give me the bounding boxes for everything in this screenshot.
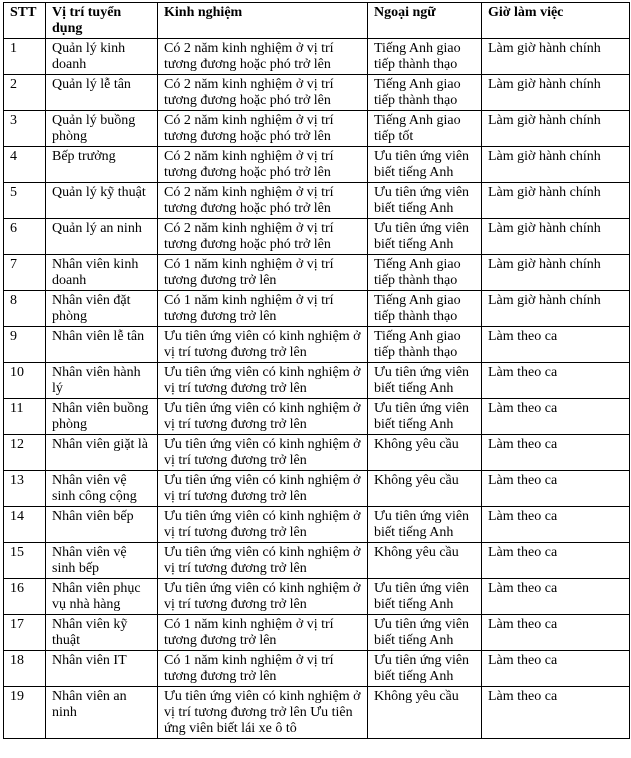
table-row bbox=[4, 579, 630, 615]
header-position: Vị trí tuyển dụng bbox=[46, 3, 158, 39]
cell-language: Ưu tiên ứng viên biết tiếng Anh bbox=[368, 507, 482, 543]
cell-hours: Làm theo ca bbox=[482, 507, 630, 543]
cell-experience: Có 1 năm kinh nghiệm ở vị trí tương đương trở lên bbox=[158, 291, 368, 327]
cell-position: Nhân viên an ninh bbox=[46, 687, 158, 739]
cell-position: Quản lý kinh doanh bbox=[46, 39, 158, 75]
cell-stt: 7 bbox=[4, 255, 46, 291]
cell-language: Ưu tiên ứng viên biết tiếng Anh bbox=[368, 183, 482, 219]
cell-hours: Làm theo ca bbox=[482, 543, 630, 579]
cell-language: Ưu tiên ứng viên biết tiếng Anh bbox=[368, 147, 482, 183]
recruitment-table bbox=[3, 2, 630, 739]
cell-hours: Làm giờ hành chính bbox=[482, 183, 630, 219]
cell-experience: Ưu tiên ứng viên có kinh nghiệm ở vị trí tương đương trở lên Ưu tiên ứng viên biết lái xe ô tô bbox=[158, 687, 368, 739]
cell-position: Nhân viên giặt là bbox=[46, 435, 158, 471]
cell-hours: Làm giờ hành chính bbox=[482, 111, 630, 147]
cell-hours: Làm giờ hành chính bbox=[482, 219, 630, 255]
cell-position: Quản lý kỹ thuật bbox=[46, 183, 158, 219]
cell-experience: Có 1 năm kinh nghiệm ở vị trí tương đương trở lên bbox=[158, 255, 368, 291]
table-row bbox=[4, 327, 630, 363]
cell-experience: Ưu tiên ứng viên có kinh nghiệm ở vị trí tương đương trở lên bbox=[158, 543, 368, 579]
cell-stt: 6 bbox=[4, 219, 46, 255]
table-row bbox=[4, 543, 630, 579]
table-row bbox=[4, 363, 630, 399]
cell-stt: 2 bbox=[4, 75, 46, 111]
cell-position: Nhân viên phục vụ nhà hàng bbox=[46, 579, 158, 615]
cell-language: Ưu tiên ứng viên biết tiếng Anh bbox=[368, 651, 482, 687]
cell-hours: Làm giờ hành chính bbox=[482, 291, 630, 327]
cell-position: Nhân viên lễ tân bbox=[46, 327, 158, 363]
cell-experience: Ưu tiên ứng viên có kinh nghiệm ở vị trí tương đương trở lên bbox=[158, 471, 368, 507]
cell-hours: Làm giờ hành chính bbox=[482, 39, 630, 75]
cell-hours: Làm giờ hành chính bbox=[482, 255, 630, 291]
cell-language: Ưu tiên ứng viên biết tiếng Anh bbox=[368, 399, 482, 435]
cell-stt: 9 bbox=[4, 327, 46, 363]
table-row bbox=[4, 111, 630, 147]
table-row bbox=[4, 291, 630, 327]
cell-position: Nhân viên hành lý bbox=[46, 363, 158, 399]
cell-position: Quản lý buồng phòng bbox=[46, 111, 158, 147]
table-row bbox=[4, 219, 630, 255]
table-row bbox=[4, 615, 630, 651]
cell-language: Không yêu cầu bbox=[368, 435, 482, 471]
cell-language: Tiếng Anh giao tiếp thành thạo bbox=[368, 255, 482, 291]
table-row bbox=[4, 687, 630, 739]
cell-experience: Ưu tiên ứng viên có kinh nghiệm ở vị trí tương đương trở lên bbox=[158, 363, 368, 399]
cell-stt: 8 bbox=[4, 291, 46, 327]
cell-language: Tiếng Anh giao tiếp thành thạo bbox=[368, 39, 482, 75]
cell-experience: Ưu tiên ứng viên có kinh nghiệm ở vị trí tương đương trở lên bbox=[158, 579, 368, 615]
table-row bbox=[4, 399, 630, 435]
cell-hours: Làm theo ca bbox=[482, 363, 630, 399]
cell-language: Không yêu cầu bbox=[368, 543, 482, 579]
cell-experience: Có 2 năm kinh nghiệm ở vị trí tương đương hoặc phó trở lên bbox=[158, 219, 368, 255]
table-row bbox=[4, 75, 630, 111]
cell-language: Ưu tiên ứng viên biết tiếng Anh bbox=[368, 363, 482, 399]
cell-hours: Làm theo ca bbox=[482, 579, 630, 615]
cell-hours: Làm theo ca bbox=[482, 327, 630, 363]
cell-experience: Có 2 năm kinh nghiệm ở vị trí tương đương hoặc phó trở lên bbox=[158, 75, 368, 111]
cell-experience: Ưu tiên ứng viên có kinh nghiệm ở vị trí tương đương trở lên bbox=[158, 327, 368, 363]
cell-position: Nhân viên IT bbox=[46, 651, 158, 687]
cell-experience: Có 2 năm kinh nghiệm ở vị trí tương đương hoặc phó trở lên bbox=[158, 39, 368, 75]
table-row bbox=[4, 255, 630, 291]
header-hours: Giờ làm việc bbox=[482, 3, 630, 39]
cell-hours: Làm theo ca bbox=[482, 687, 630, 739]
table-row bbox=[4, 507, 630, 543]
cell-position: Nhân viên đặt phòng bbox=[46, 291, 158, 327]
cell-position: Nhân viên kinh doanh bbox=[46, 255, 158, 291]
cell-hours: Làm theo ca bbox=[482, 399, 630, 435]
cell-stt: 5 bbox=[4, 183, 46, 219]
cell-position: Quản lý lễ tân bbox=[46, 75, 158, 111]
table-row bbox=[4, 39, 630, 75]
cell-stt: 10 bbox=[4, 363, 46, 399]
cell-position: Nhân viên buồng phòng bbox=[46, 399, 158, 435]
table-row bbox=[4, 471, 630, 507]
cell-language: Tiếng Anh giao tiếp thành thạo bbox=[368, 327, 482, 363]
cell-stt: 19 bbox=[4, 687, 46, 739]
table-row bbox=[4, 651, 630, 687]
cell-position: Nhân viên kỹ thuật bbox=[46, 615, 158, 651]
cell-experience: Có 2 năm kinh nghiệm ở vị trí tương đương hoặc phó trở lên bbox=[158, 183, 368, 219]
cell-hours: Làm theo ca bbox=[482, 435, 630, 471]
cell-language: Ưu tiên ứng viên biết tiếng Anh bbox=[368, 219, 482, 255]
cell-stt: 13 bbox=[4, 471, 46, 507]
cell-stt: 1 bbox=[4, 39, 46, 75]
cell-stt: 18 bbox=[4, 651, 46, 687]
cell-experience: Ưu tiên ứng viên có kinh nghiệm ở vị trí tương đương trở lên bbox=[158, 507, 368, 543]
cell-language: Tiếng Anh giao tiếp tốt bbox=[368, 111, 482, 147]
cell-stt: 11 bbox=[4, 399, 46, 435]
cell-hours: Làm theo ca bbox=[482, 471, 630, 507]
cell-experience: Ưu tiên ứng viên có kinh nghiệm ở vị trí tương đương trở lên bbox=[158, 435, 368, 471]
cell-experience: Có 1 năm kinh nghiệm ở vị trí tương đương trở lên bbox=[158, 615, 368, 651]
cell-stt: 12 bbox=[4, 435, 46, 471]
cell-hours: Làm giờ hành chính bbox=[482, 75, 630, 111]
cell-stt: 15 bbox=[4, 543, 46, 579]
cell-hours: Làm giờ hành chính bbox=[482, 147, 630, 183]
header-experience: Kinh nghiệm bbox=[158, 3, 368, 39]
cell-stt: 17 bbox=[4, 615, 46, 651]
cell-experience: Có 2 năm kinh nghiệm ở vị trí tương đương hoặc phó trở lên bbox=[158, 111, 368, 147]
cell-hours: Làm theo ca bbox=[482, 651, 630, 687]
table-row bbox=[4, 147, 630, 183]
cell-language: Ưu tiên ứng viên biết tiếng Anh bbox=[368, 579, 482, 615]
cell-position: Nhân viên bếp bbox=[46, 507, 158, 543]
cell-stt: 4 bbox=[4, 147, 46, 183]
table-row bbox=[4, 435, 630, 471]
table-header-row bbox=[4, 3, 630, 39]
header-stt: STT bbox=[4, 3, 46, 39]
cell-stt: 3 bbox=[4, 111, 46, 147]
cell-position: Quản lý an ninh bbox=[46, 219, 158, 255]
cell-stt: 16 bbox=[4, 579, 46, 615]
cell-language: Không yêu cầu bbox=[368, 471, 482, 507]
cell-experience: Có 2 năm kinh nghiệm ở vị trí tương đương hoặc phó trở lên bbox=[158, 147, 368, 183]
cell-stt: 14 bbox=[4, 507, 46, 543]
cell-position: Nhân viên vệ sinh bếp bbox=[46, 543, 158, 579]
cell-language: Tiếng Anh giao tiếp thành thạo bbox=[368, 291, 482, 327]
cell-position: Bếp trưởng bbox=[46, 147, 158, 183]
cell-hours: Làm theo ca bbox=[482, 615, 630, 651]
header-language: Ngoại ngữ bbox=[368, 3, 482, 39]
cell-experience: Có 1 năm kinh nghiệm ở vị trí tương đương trở lên bbox=[158, 651, 368, 687]
cell-experience: Ưu tiên ứng viên có kinh nghiệm ở vị trí tương đương trở lên bbox=[158, 399, 368, 435]
table-row bbox=[4, 183, 630, 219]
cell-language: Ưu tiên ứng viên biết tiếng Anh bbox=[368, 615, 482, 651]
cell-language: Tiếng Anh giao tiếp thành thạo bbox=[368, 75, 482, 111]
cell-language: Không yêu cầu bbox=[368, 687, 482, 739]
cell-position: Nhân viên vệ sinh công cộng bbox=[46, 471, 158, 507]
